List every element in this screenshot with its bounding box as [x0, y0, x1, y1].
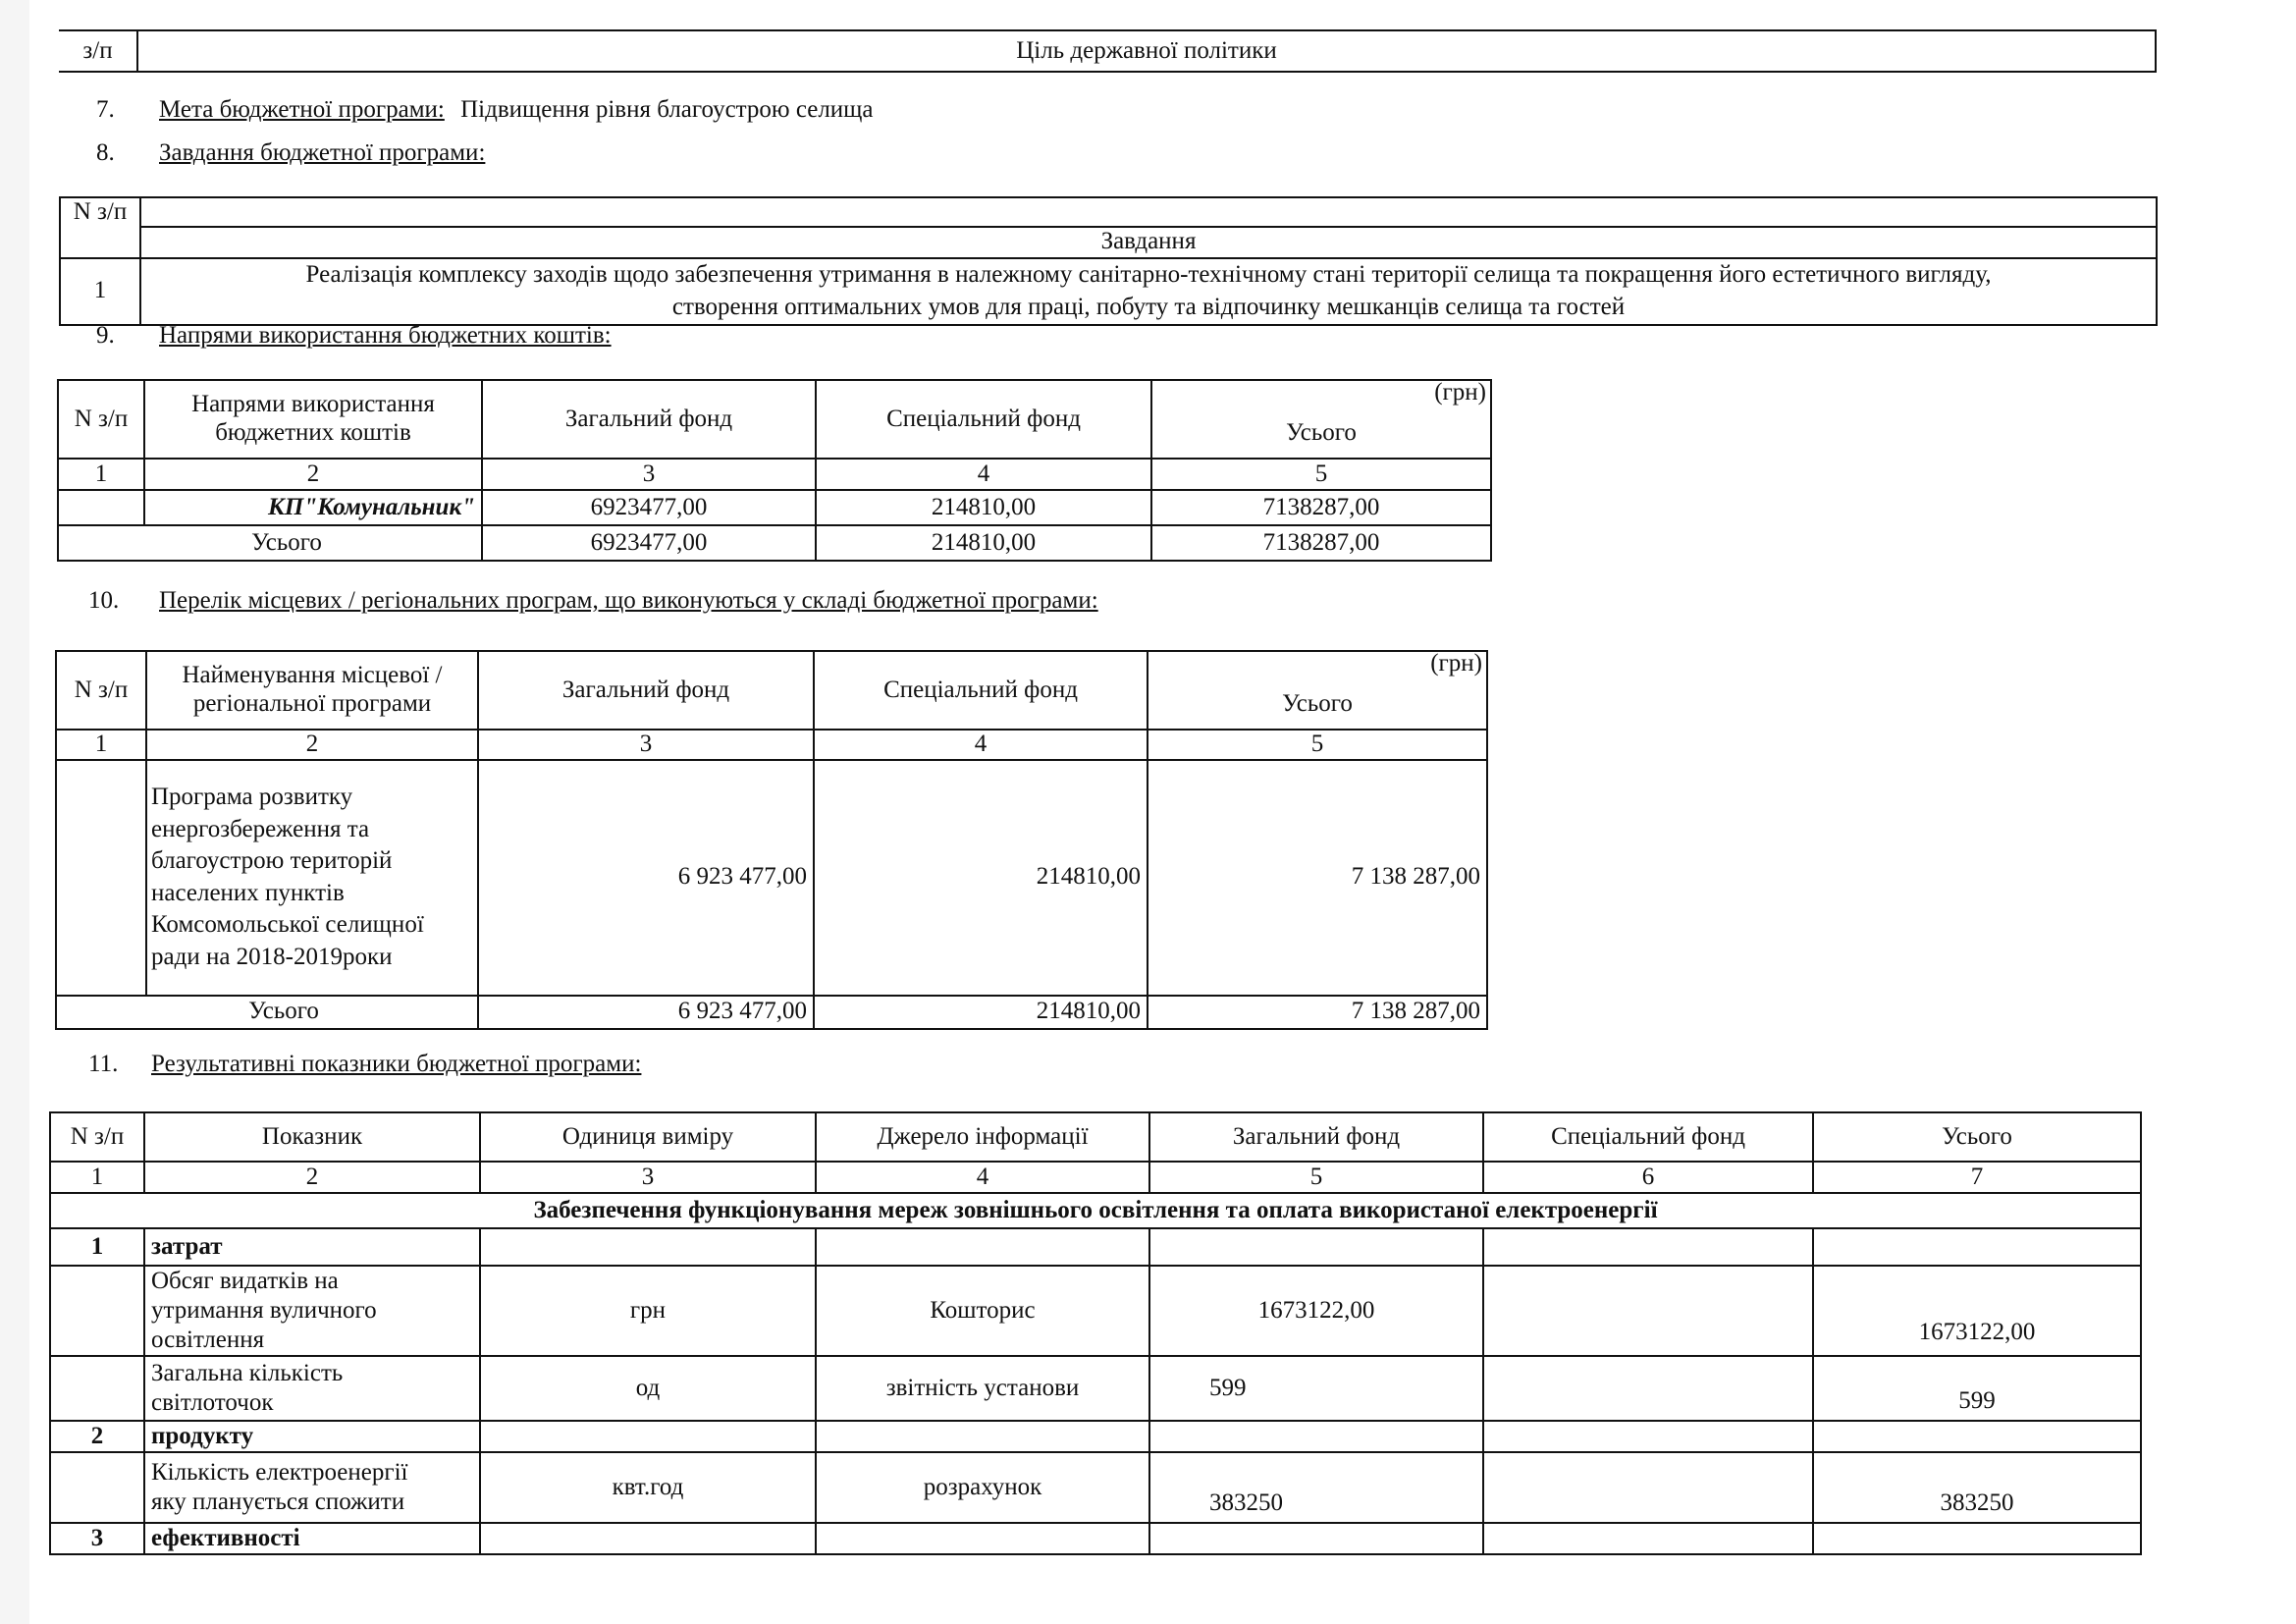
s8-label: Завдання бюджетної програми: — [159, 139, 486, 166]
tasks-empty-top — [140, 197, 2157, 227]
ind-group-name-1: затрат — [144, 1228, 480, 1266]
ind-group-name-2: продукту — [144, 1421, 480, 1452]
s7-line — [159, 96, 874, 124]
prog-total-general: 6 923 477,00 — [478, 996, 814, 1029]
ind-3-name-line1: Кількість електроенергії — [151, 1459, 408, 1486]
prog-h-special: Спеціальний фонд — [814, 651, 1148, 730]
ind-1-unit: грн — [480, 1266, 816, 1356]
ind-3-name — [144, 1452, 480, 1523]
ind-colnum-2: 2 — [144, 1162, 480, 1193]
ind-empty — [816, 1421, 1149, 1452]
ind-3-total: 383250 — [1813, 1452, 2141, 1523]
dir-total-label: Усього — [58, 525, 482, 561]
prog-colnum-1: 1 — [56, 730, 146, 760]
dir-total-general: 6923477,00 — [482, 525, 816, 561]
ind-group-num-2: 2 — [50, 1421, 144, 1452]
ind-row-num — [50, 1266, 144, 1356]
ind-3-source: розрахунок — [816, 1452, 1149, 1523]
ind-2-unit: од — [480, 1356, 816, 1421]
ind-group-title: Забезпечення функціонування мереж зовнішнього освітлення та оплата використаної електроенергії — [50, 1193, 2141, 1228]
prog-h-general: Загальний фонд — [478, 651, 814, 730]
ind-1-name-line1: Обсяг видатків на — [151, 1268, 339, 1294]
ind-empty — [816, 1228, 1149, 1266]
prog-total-special: 214810,00 — [814, 996, 1148, 1029]
dir-colnum-1: 1 — [58, 459, 144, 490]
prog-total-total: 7 138 287,00 — [1148, 996, 1487, 1029]
s8-number: 8. — [96, 139, 115, 166]
dir-colnum-2: 2 — [144, 459, 482, 490]
ind-group-name-3: ефективності — [144, 1523, 480, 1554]
prog-h-name-line2: регіональної програми — [192, 690, 432, 717]
prog-name-line1: Програма розвитку — [151, 784, 353, 811]
s9-number: 9. — [96, 322, 115, 349]
ind-colnum-7: 7 — [1813, 1162, 2141, 1193]
goal-table — [59, 29, 2157, 73]
ind-1-source: Кошторис — [816, 1266, 1149, 1356]
prog-h-total-label: Усього — [1282, 689, 1353, 717]
ind-2-name-line1: Загальна кількість — [151, 1360, 344, 1386]
ind-empty — [1813, 1421, 2141, 1452]
prog-h-name-line1: Найменування місцевої / — [182, 662, 443, 689]
task-text-line2: створення оптимальних умов для праці, побуту та відпочинку мешканців селища та гостей — [671, 293, 1626, 320]
ind-empty — [1813, 1228, 2141, 1266]
ind-empty — [816, 1523, 1149, 1554]
ind-3-special — [1483, 1452, 1813, 1523]
ind-empty — [480, 1523, 816, 1554]
ind-empty — [1813, 1523, 2141, 1554]
task-row-text — [140, 258, 2157, 325]
dir-total-special: 214810,00 — [816, 525, 1151, 561]
dir-h-name-line2: бюджетних коштів — [215, 419, 411, 446]
task-row-num: 1 — [60, 258, 140, 325]
s11-number: 11. — [88, 1051, 119, 1077]
dir-row-total: 7138287,00 — [1151, 490, 1491, 525]
prog-name-line6: ради на 2018-2019роки — [151, 943, 393, 970]
tasks-col-num: N з/п — [60, 197, 140, 227]
dir-h-total — [1151, 380, 1491, 459]
dir-colnum-3: 3 — [482, 459, 816, 490]
prog-h-num: N з/п — [56, 651, 146, 730]
dir-row-general: 6923477,00 — [482, 490, 816, 525]
prog-total-label: Усього — [56, 996, 478, 1029]
ind-h-special: Спеціальний фонд — [1483, 1112, 1813, 1162]
ind-1-total: 1673122,00 — [1813, 1266, 2141, 1356]
ind-row-num — [50, 1452, 144, 1523]
ind-2-special — [1483, 1356, 1813, 1421]
prog-row-name — [146, 760, 478, 996]
dir-row-special: 214810,00 — [816, 490, 1151, 525]
dir-colnum-4: 4 — [816, 459, 1151, 490]
prog-h-name — [146, 651, 478, 730]
s7-value: Підвищення рівня благоустрою селища — [460, 96, 874, 123]
ind-1-name-line3: освітлення — [151, 1326, 265, 1353]
ind-empty — [1149, 1421, 1483, 1452]
prog-row-special: 214810,00 — [814, 760, 1148, 996]
ind-colnum-1: 1 — [50, 1162, 144, 1193]
directions-table — [57, 379, 1492, 562]
ind-empty — [1149, 1523, 1483, 1554]
tasks-col-task: Завдання — [140, 227, 2157, 258]
ind-colnum-5: 5 — [1149, 1162, 1483, 1193]
ind-colnum-6: 6 — [1483, 1162, 1813, 1193]
tasks-num-spacer — [60, 227, 140, 258]
prog-name-line3: благоустрою територій — [151, 847, 393, 875]
dir-h-special: Спеціальний фонд — [816, 380, 1151, 459]
scan-shadow-left — [0, 0, 29, 1624]
s10-number: 10. — [88, 587, 120, 614]
s7-number: 7. — [96, 96, 115, 123]
ind-2-general: 599 — [1149, 1356, 1483, 1421]
programs-table — [55, 650, 1488, 1030]
s9-label: Напрями використання бюджетних коштів: — [159, 322, 612, 349]
ind-row-num — [50, 1356, 144, 1421]
prog-name-line5: Комсомольської селищної — [151, 911, 424, 939]
ind-1-name — [144, 1266, 480, 1356]
ind-empty — [480, 1228, 816, 1266]
s10-label: Перелік місцевих / регіональних програм, що виконуються у складі бюджетної програми: — [159, 587, 1098, 614]
prog-name-line2: енергозбереження та — [151, 815, 370, 842]
dir-h-name — [144, 380, 482, 459]
prog-name-line4: населених пунктів — [151, 879, 345, 906]
tasks-table — [59, 196, 2158, 326]
ind-empty — [1483, 1523, 1813, 1554]
ind-h-num: N з/п — [50, 1112, 144, 1162]
dir-h-total-label: Усього — [1286, 418, 1357, 446]
dir-row-num — [58, 490, 144, 525]
ind-empty — [1483, 1421, 1813, 1452]
prog-row-num — [56, 760, 146, 996]
dir-unit: (грн) — [1434, 380, 1486, 406]
ind-colnum-4: 4 — [816, 1162, 1149, 1193]
prog-row-general: 6 923 477,00 — [478, 760, 814, 996]
ind-empty — [480, 1421, 816, 1452]
ind-2-name-line2: світлоточок — [151, 1389, 274, 1416]
ind-3-general: 383250 — [1149, 1452, 1483, 1523]
ind-1-special — [1483, 1266, 1813, 1356]
ind-empty — [1149, 1228, 1483, 1266]
s7-label: Мета бюджетної програми: — [159, 96, 445, 123]
dir-h-name-line1: Напрями використання — [191, 391, 435, 418]
dir-colnum-5: 5 — [1151, 459, 1491, 490]
prog-unit: (грн) — [1430, 651, 1482, 677]
prog-colnum-4: 4 — [814, 730, 1148, 760]
ind-2-name — [144, 1356, 480, 1421]
ind-group-num-1: 1 — [50, 1228, 144, 1266]
ind-h-unit: Одиниця виміру — [480, 1112, 816, 1162]
prog-colnum-3: 3 — [478, 730, 814, 760]
ind-1-name-line2: утримання вуличного — [151, 1297, 377, 1324]
prog-h-total — [1148, 651, 1487, 730]
dir-row-name: КП"Комунальник" — [144, 490, 482, 525]
goal-header: Ціль державної політики — [137, 30, 2156, 72]
ind-3-name-line2: яку планується спожити — [151, 1489, 405, 1515]
dir-total-total: 7138287,00 — [1151, 525, 1491, 561]
ind-3-unit: квт.год — [480, 1452, 816, 1523]
prog-colnum-5: 5 — [1148, 730, 1487, 760]
indicators-table — [49, 1111, 2142, 1555]
dir-h-num: N з/п — [58, 380, 144, 459]
ind-2-source: звітність установи — [816, 1356, 1149, 1421]
ind-empty — [1483, 1228, 1813, 1266]
ind-group-num-3: 3 — [50, 1523, 144, 1554]
s11-label: Результативні показники бюджетної програми: — [151, 1051, 642, 1077]
ind-colnum-3: 3 — [480, 1162, 816, 1193]
ind-2-total: 599 — [1813, 1356, 2141, 1421]
ind-1-general: 1673122,00 — [1149, 1266, 1483, 1356]
ind-h-total: Усього — [1813, 1112, 2141, 1162]
ind-h-general: Загальний фонд — [1149, 1112, 1483, 1162]
goal-col-num: з/п — [59, 30, 137, 72]
prog-colnum-2: 2 — [146, 730, 478, 760]
prog-row-total: 7 138 287,00 — [1148, 760, 1487, 996]
task-text-line1: Реалізація комплексу заходів щодо забезпечення утримання в належному санітарно-технічному стані території селища та покращення його естетичного вигляду, — [305, 261, 1992, 289]
dir-h-general: Загальний фонд — [482, 380, 816, 459]
ind-h-name: Показник — [144, 1112, 480, 1162]
ind-h-source: Джерело інформації — [816, 1112, 1149, 1162]
